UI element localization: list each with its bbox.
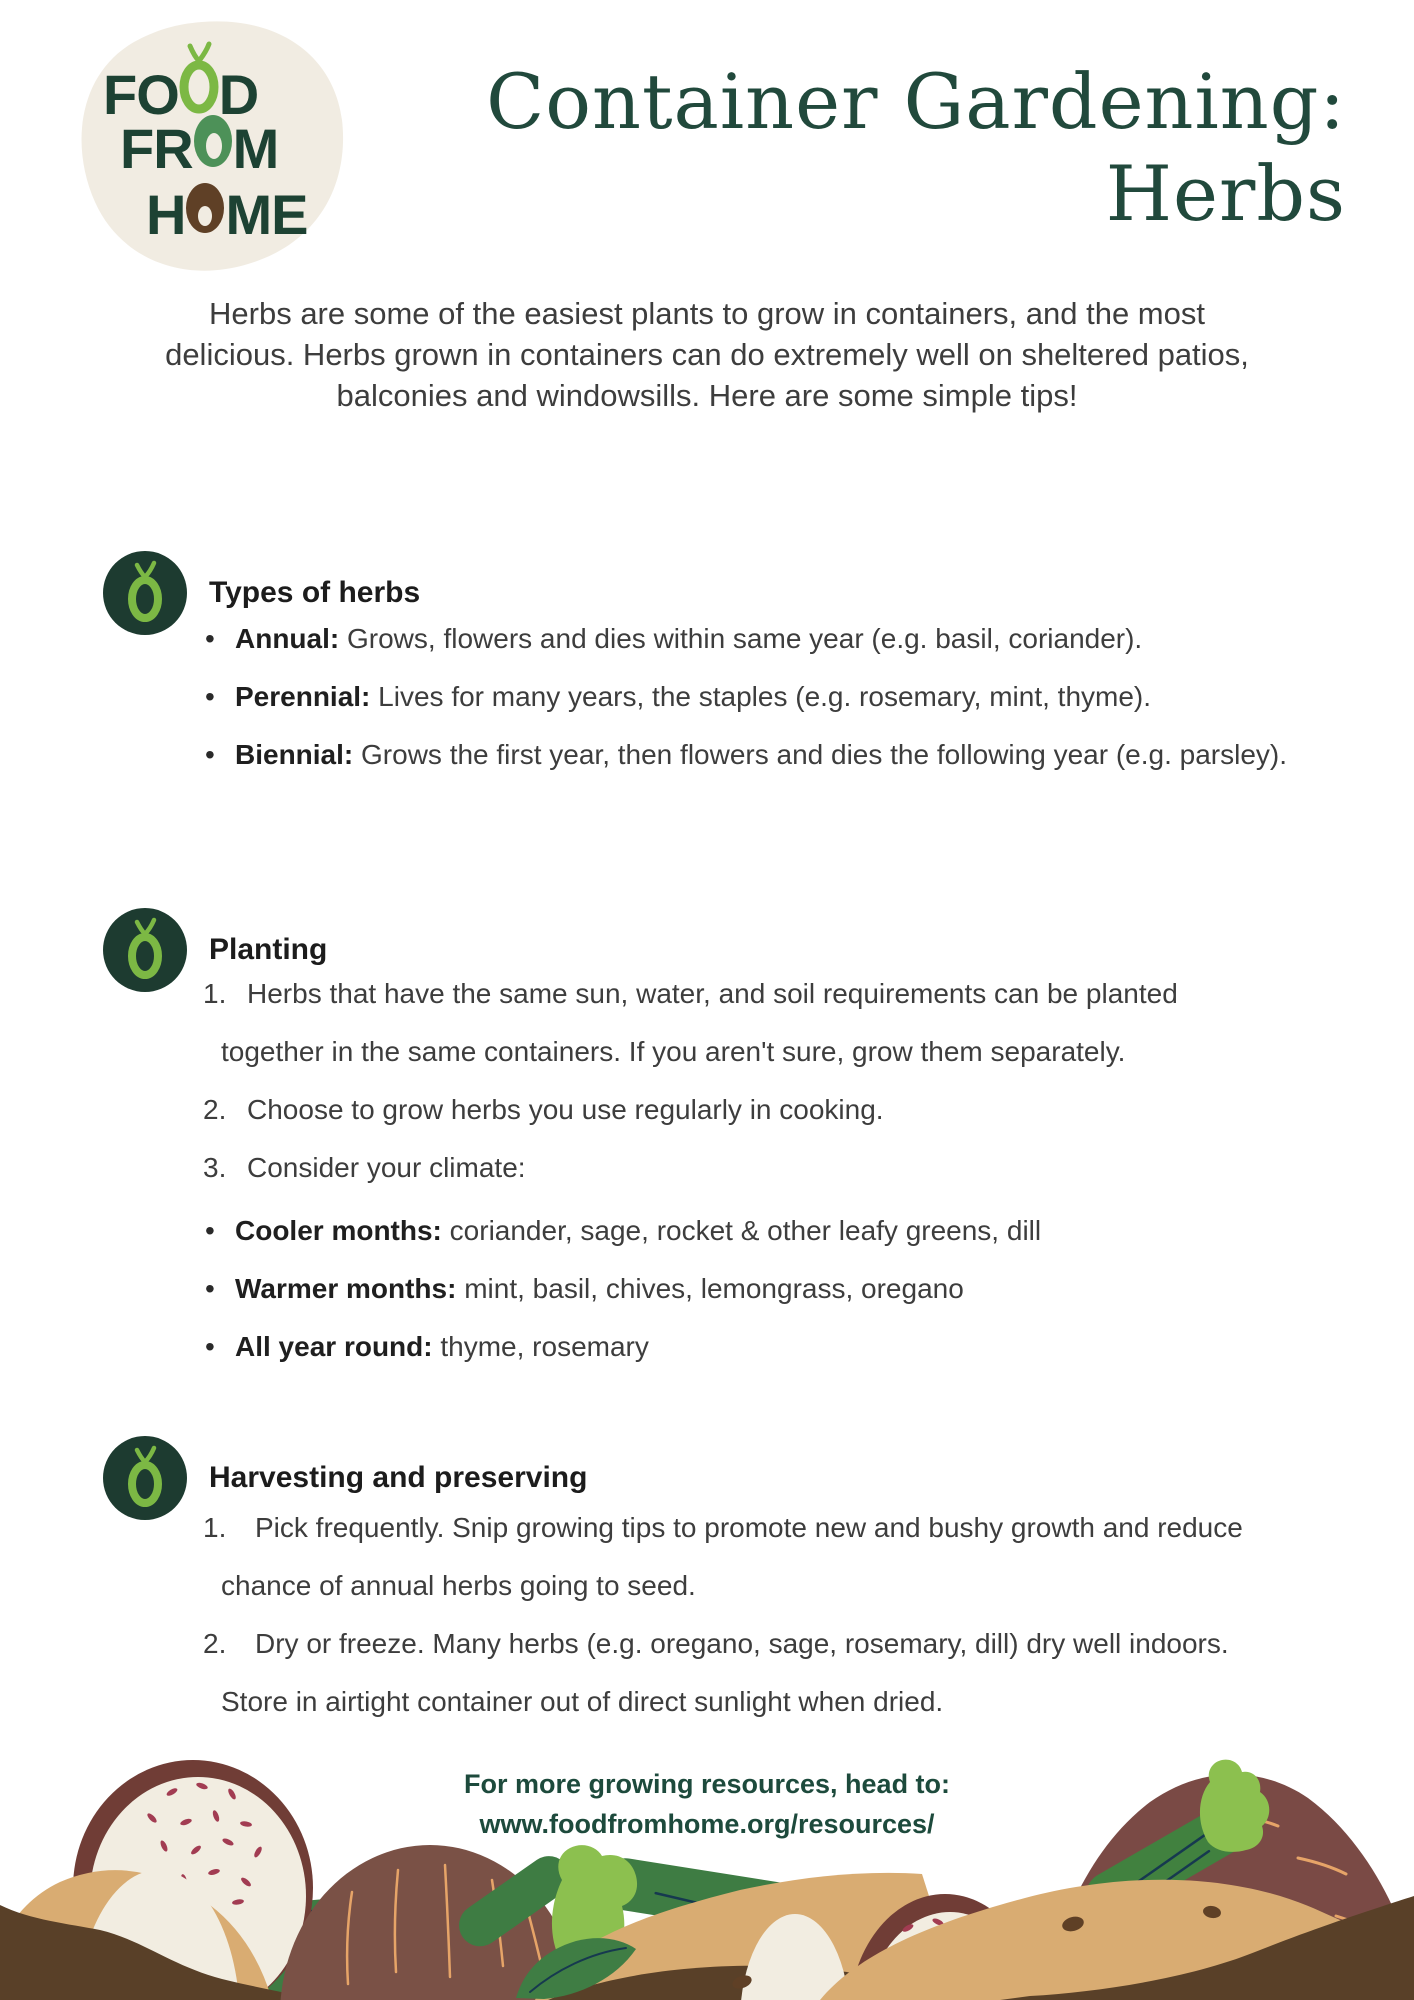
vegetable-illustration xyxy=(0,1730,1414,2000)
list-item: Pick frequently. Snip growing tips to promote new and bushy growth and reduce chance of annual herbs going to seed. xyxy=(221,1512,1243,1601)
list-item: Choose to grow herbs you use regularly in cooking. xyxy=(247,1094,884,1125)
list-item: Consider your climate: xyxy=(247,1152,526,1183)
harvesting-list xyxy=(203,1499,1263,1731)
list-item xyxy=(203,668,1303,726)
list-item: Herbs that have the same sun, water, and soil requirements can be planted together in the same containers. If you aren't sure, grow them separately. xyxy=(221,978,1178,1067)
logo-text: FR xyxy=(120,117,193,180)
footer-url: www.foodfromhome.org/resources/ xyxy=(479,1809,935,1839)
brown-o-icon xyxy=(184,178,226,234)
intro-paragraph: Herbs are some of the easiest plants to grow in containers, and the most delicious. Herbs grown in containers can do extremely well on sheltered patios, balconies and windowsills. Here are some simple tips! xyxy=(165,296,1249,413)
list-item xyxy=(203,1202,1303,1260)
gooseberry-icon xyxy=(103,908,187,992)
logo-text: D xyxy=(218,63,259,126)
logo-text: ME xyxy=(225,183,308,246)
definition: Lives for many years, the staples (e.g. rosemary, mint, thyme). xyxy=(370,681,1152,712)
logo-word-home xyxy=(146,178,307,247)
term: All year round: xyxy=(235,1331,433,1362)
footer-text: For more growing resources, head to: xyxy=(463,1769,951,1799)
definition: Grows the first year, then flowers and dies the following year (e.g. parsley). xyxy=(353,739,1287,770)
term: Biennial: xyxy=(235,739,354,770)
list-item xyxy=(203,1260,1303,1318)
term: Annual: xyxy=(235,623,340,654)
definition: Grows, flowers and dies within same year (e.g. basil, coriander). xyxy=(339,623,1143,654)
planting-list xyxy=(203,965,1263,1197)
section-heading: Planting xyxy=(209,933,328,966)
logo-text: M xyxy=(232,117,279,180)
list-item xyxy=(203,610,1303,668)
gooseberry-icon xyxy=(103,551,187,635)
climate-list xyxy=(203,1202,1303,1376)
page-title-line1: Container Gardening: xyxy=(486,57,1346,146)
definition: thyme, rosemary xyxy=(432,1331,649,1362)
term: Cooler months: xyxy=(235,1215,442,1246)
section-heading: Types of herbs xyxy=(209,576,421,609)
logo-word-from xyxy=(120,112,278,181)
definition: coriander, sage, rocket & other leafy greens, dill xyxy=(441,1215,1042,1246)
gooseberry-icon xyxy=(103,1436,187,1520)
list-item xyxy=(203,726,1303,784)
term: Perennial: xyxy=(235,681,371,712)
term: Warmer months: xyxy=(235,1273,457,1304)
types-of-herbs-list xyxy=(203,610,1303,784)
gooseberry-o-icon xyxy=(178,40,220,114)
page-title-line2: Herbs xyxy=(1105,149,1346,238)
page-title xyxy=(486,56,1346,240)
list-item xyxy=(203,1318,1303,1376)
section-heading: Harvesting and preserving xyxy=(209,1461,588,1494)
definition: mint, basil, chives, lemongrass, oregano xyxy=(456,1273,964,1304)
logo xyxy=(52,16,352,276)
logo-text: H xyxy=(146,183,186,246)
list-item: Dry or freeze. Many herbs (e.g. oregano, sage, rosemary, dill) dry well indoors. Store in airtight container out of direct sunlight when dried. xyxy=(221,1628,1229,1717)
green-o-icon xyxy=(192,112,234,168)
logo-text: FO xyxy=(103,63,179,126)
